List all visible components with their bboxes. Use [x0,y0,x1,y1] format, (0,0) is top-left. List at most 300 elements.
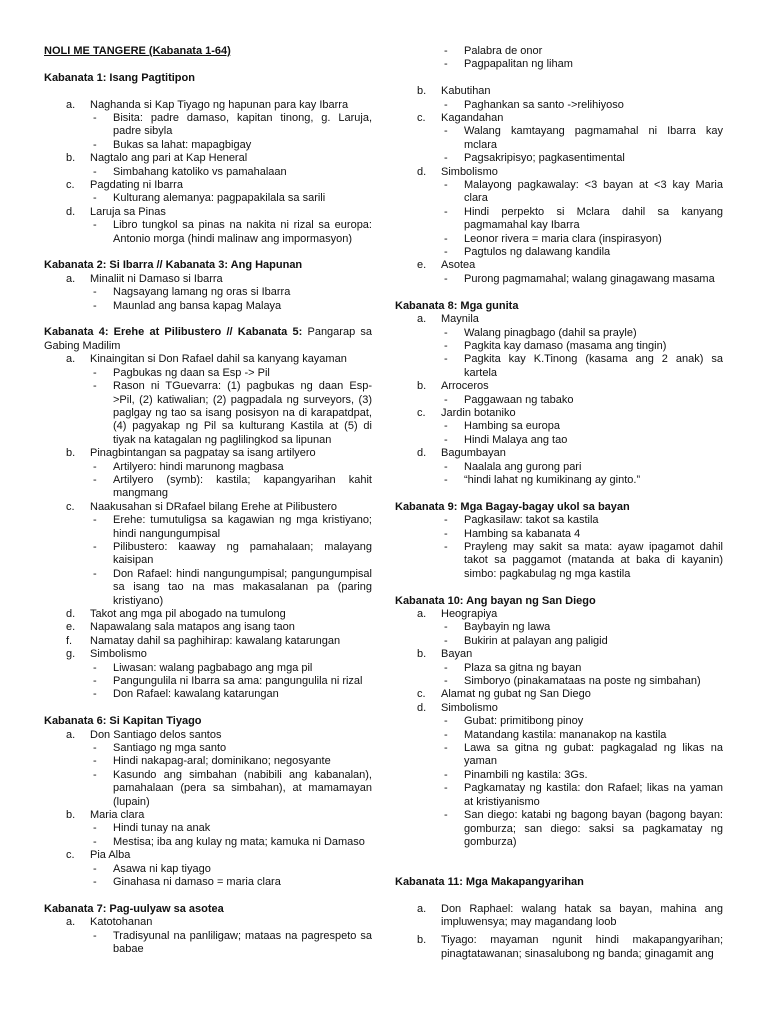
outline-item-row [395,903,723,930]
bullet-point [44,876,372,889]
outline-letter: a. [417,313,427,326]
bullet-dash: - [93,366,97,379]
bullet-text: Matandang kastila: mananakop na kastila [464,728,667,741]
outline-item-row [44,99,372,112]
outline-item-text: Minaliit ni Damaso si Ibarra [90,272,223,285]
bullet-dash: - [444,540,448,553]
bullet-dash: - [93,675,97,688]
bullet-text: Hindi perpekto si Mclara dahil sa kanyang pagmamahal kay Ibarra [464,205,723,232]
chapter-heading-title: Kabanata 11: Mga Makapangyarihan [395,876,584,889]
chapter-heading [395,595,723,608]
bullet-text: Nagsayang lamang ng oras si Ibarra [113,286,291,299]
outline-item [395,166,723,260]
outline-item [395,608,723,648]
bullet-point [44,836,372,849]
chapter-heading-title: Kabanata 7: Pag-uulyaw sa asotea [44,902,224,915]
bullet-point [44,380,372,447]
bullet-dash: - [444,420,448,433]
chapter-section [44,903,372,957]
bullet-text: Pinambili ng kastila: 3Gs. [464,768,588,781]
outline-item-text: Kinaingitan si Don Rafael dahil sa kanyang kayaman [90,353,347,366]
outline-item-text: Tiyago: mayaman ngunit hindi makapangyarihan; pinagtatawanan; sinasalubong ng banda; ginagamit ang [441,934,723,960]
bullet-point [395,353,723,380]
bullet-point [395,635,723,648]
bullet-text: Prayleng may sakit sa mata: ayaw ipagamot dahil takot sa paggamot (matanda at baka di kayanin) simbo: pagkabulag ng mga kastila [464,540,723,580]
bullet-point [395,45,723,58]
bullet-dash: - [93,768,97,781]
bullet-dash: - [444,715,448,728]
bullet-point [395,541,723,581]
bullet-text: Santiago ng mga santo [113,742,227,755]
bullet-dash: - [444,393,448,406]
bullet-text: Pagkasilaw: takot sa kastila [464,514,599,527]
outline-item-text: Bayan [441,648,473,661]
outline-item-text: Naakusahan si DRafael bilang Erehe at Pilibustero [90,500,338,513]
bullet-text: Baybayin ng lawa [464,621,551,634]
chapter-heading-subtitle: Pangarap sa Gabing Madilim [44,326,373,352]
outline-item-row [395,259,723,272]
chapter-section [44,326,372,701]
outline-item-row [395,608,723,621]
outline-item [395,934,723,961]
bullet-text: Plaza sa gitna ng bayan [464,661,582,674]
outline-item-row [44,447,372,460]
bullet-point [44,662,372,675]
outline-item-text: Don Santiago delos santos [90,728,222,741]
bullet-text: Rason ni TGuevarra: (1) pagbukas ng daan Esp->Pil, (2) katiwalian; (2) pagpadala ng surveyors, (3) paglgay ng tao sa isang posisyon na di karapatdpat, (4) pagyakap ng Pil sa kulturang Kastila at (5) di tiyak na katagalan ng paglilingkod sa lipunan [113,380,372,446]
chapter-heading [395,300,723,313]
outline-item [395,85,723,112]
outline-item-text: Katotohanan [90,916,153,929]
outline-letter: a. [66,916,76,929]
bullet-text: Paghankan sa santo ->relihiyoso [464,98,624,111]
outline-item-row [44,729,372,742]
bullet-text: Hambing sa kabanata 4 [464,527,581,540]
bullet-point [44,688,372,701]
outline-item-row [44,648,372,661]
bullet-point [395,179,723,206]
bullet-text: Don Rafael: kawalang katarungan [113,688,279,701]
chapter-section [395,595,723,850]
outline-item-row [44,621,372,634]
bullet-point [44,675,372,688]
outline-item-text: Bagumbayan [441,447,506,460]
bullet-text: Liwasan: walang pagbabago ang mga pil [113,661,313,674]
bullet-point [44,192,372,205]
bullet-text: Pilibustero: kaaway ng pamahalaan; malayang kaisipan [113,540,372,567]
outline-item-row [44,206,372,219]
bullet-point [44,742,372,755]
bullet-dash: - [444,179,448,192]
bullet-dash: - [93,192,97,205]
bullet-text: Pagpapalitan ng liham [464,58,573,71]
bullet-point [395,420,723,433]
bullet-dash: - [444,460,448,473]
bullet-point [44,461,372,474]
bullet-point [395,809,723,849]
outline-letter: c. [66,500,75,513]
right-column [395,45,723,961]
outline-item-row [44,608,372,621]
outline-item [395,112,723,166]
chapter-heading-title: Kabanata 4: Erehe at Pilibustero // Kabanata 5: [44,326,303,339]
chapter-section [395,45,723,286]
outline-letter: c. [417,688,426,701]
outline-item [395,514,723,581]
bullet-dash: - [93,540,97,553]
outline-item-text: Jardin botaniko [441,406,516,419]
outline-item-text: Pinagbintangan sa pagpatay sa isang artilyero [90,447,316,460]
bullet-dash: - [444,205,448,218]
outline-letter: d. [66,205,76,218]
outline-item-row [395,702,723,715]
outline-item [44,729,372,809]
bullet-point [44,166,372,179]
bullet-text: “hindi lahat ng kumikinang ay ginto.” [464,473,641,486]
bullet-point [395,125,723,152]
chapter-heading [44,715,372,728]
bullet-text: Gubat: primitibong pinoy [464,715,584,728]
chapter-section [395,300,723,488]
bullet-dash: - [93,876,97,889]
outline-item [44,152,372,179]
bullet-dash: - [93,299,97,312]
bullet-point [44,822,372,835]
outline-item-row [395,112,723,125]
outline-item-text: Naghanda si Kap Tiyago ng hapunan para kay Ibarra [90,98,349,111]
outline-item [44,206,372,246]
outline-item [44,273,372,313]
chapter-heading [44,326,372,353]
outline-item [44,179,372,206]
bullet-text: Naalala ang gurong pari [464,460,582,473]
outline-item [395,45,723,72]
outline-item [395,648,723,688]
outline-item [395,903,723,930]
outline-letter: d. [66,608,76,620]
bullet-dash: - [93,822,97,835]
bullet-text: Bukirin at palayan ang paligid [464,634,608,647]
chapter-heading-title: Kabanata 1: Isang Pagtitipon [44,71,195,84]
bullet-dash: - [93,862,97,875]
outline-letter: b. [66,152,76,165]
bullet-dash: - [93,165,97,178]
outline-letter: b. [66,447,76,460]
bullet-text: Simbahang katoliko vs pamahalaan [113,165,287,178]
bullet-text: Palabra de onor [464,45,543,57]
outline-letter: b. [417,85,427,98]
outline-item [44,635,372,648]
bullet-text: Pagkita kay damaso (masama ang tingin) [464,339,667,352]
bullet-dash: - [444,272,448,285]
outline-item-row [395,85,723,98]
bullet-point [44,541,372,568]
bullet-dash: - [444,782,448,795]
outline-item-row [44,152,372,165]
bullet-text: Hindi Malaya ang tao [464,433,568,446]
outline-item-text: Simbolismo [90,648,147,661]
outline-item-text: Napawalang sala matapos ang isang taon [90,621,295,634]
outline-item-text: Asotea [441,259,476,272]
outline-item-row [395,648,723,661]
bullet-point [44,139,372,152]
outline-letter: b. [417,648,427,661]
outline-item-row [44,179,372,192]
bullet-dash: - [444,527,448,540]
bullet-point [395,782,723,809]
outline-item [395,447,723,487]
outline-letter: a. [417,608,427,620]
outline-letter: c. [417,112,426,125]
bullet-text: Tradisyunal na panliligaw; mataas na pagrespeto sa babae [113,929,372,956]
chapter-heading [44,72,372,85]
bullet-dash: - [93,286,97,299]
bullet-point [395,340,723,353]
outline-item-row [395,313,723,326]
bullet-text: Leonor rivera = maria clara (inspirasyon) [464,232,662,245]
bullet-text: Simboryo (pinakamataas na poste ng simbahan) [464,675,701,688]
outline-item [44,501,372,608]
bullet-point [44,474,372,501]
bullet-point [44,286,372,299]
chapter-heading-title: Kabanata 8: Mga gunita [395,299,519,312]
bullet-dash: - [93,112,97,124]
bullet-text: Ginahasa ni damaso = maria clara [113,876,281,889]
outline-item [44,849,372,889]
outline-letter: a. [417,902,427,915]
outline-letter: c. [66,849,75,862]
outline-item-text: Kabutihan [441,85,491,98]
bullet-text: Walang kamtayang pagmamahal ni Ibarra kay mclara [464,125,723,151]
bullet-point [44,568,372,608]
bullet-text: Pagkita kay K.Tinong (kasama ang 2 anak) sa kartela [464,353,723,379]
bullet-dash: - [93,661,97,674]
bullet-point [395,461,723,474]
outline-item [44,621,372,634]
outline-letter: a. [66,728,76,741]
left-column [44,45,372,957]
outline-item-row [44,353,372,366]
outline-item-row [395,166,723,179]
outline-item-text: Laruja sa Pinas [90,205,166,218]
outline-item-text: Arroceros [441,380,489,393]
outline-letter: b. [417,380,427,393]
bullet-dash: - [444,742,448,755]
outline-letter: c. [417,406,426,419]
chapter-section [395,876,723,961]
bullet-dash: - [93,138,97,151]
outline-item-text: Don Raphael: walang hatak sa bayan, mahina ang impluwensya; may magandang loob [441,902,723,929]
bullet-point [44,219,372,246]
outline-letter: g. [66,648,76,661]
bullet-point [395,246,723,259]
outline-item-text: Maria clara [90,809,145,822]
outline-item-text: Simbolismo [441,701,498,714]
bullet-text: Pangungulila ni Ibarra sa ama: pangungulila ni rizal [113,675,363,688]
bullet-dash: - [444,634,448,647]
bullet-dash: - [444,58,448,71]
bullet-dash: - [93,688,97,701]
outline-item [44,99,372,153]
bullet-dash: - [444,98,448,111]
outline-item [44,916,372,956]
outline-letter: c. [66,179,75,192]
outline-letter: e. [417,259,427,272]
bullet-point [395,394,723,407]
bullet-dash: - [444,45,448,57]
bullet-point [395,662,723,675]
outline-item-row [395,934,723,961]
bullet-point [44,769,372,809]
outline-letter: f. [66,634,73,647]
outline-item-text: Alamat ng gubat ng San Diego [441,688,591,701]
bullet-dash: - [444,473,448,486]
outline-item-text: Kagandahan [441,112,504,125]
bullet-text: Paggawaan ng tabako [464,393,574,406]
outline-item-row [44,916,372,929]
outline-item-row [395,380,723,393]
bullet-text: San diego: katabi ng bagong bayan (bagong bayan: gomburza; san diego: saksi sa pagkamatay ng gomburza) [464,809,723,848]
outline-item [395,407,723,447]
bullet-text: Bukas sa lahat: mapagbigay [113,138,252,151]
outline-item-text: Pagdating ni Ibarra [90,179,183,192]
bullet-text: Kasundo ang simbahan (nabibili ang kabanalan), pamahalaan (pera sa simbahan), at mamamayan (lupain) [113,768,372,808]
bullet-text: Pagtulos ng dalawang kandila [464,246,611,259]
bullet-text: Pagkamatay ng kastila: don Rafael; likas na yaman at kristiyanismo [464,782,723,808]
chapter-heading [44,259,372,272]
bullet-dash: - [444,514,448,527]
bullet-dash: - [444,246,448,259]
bullet-text: Kulturang alemanya: pagpapakilala sa sarili [113,192,326,205]
outline-item [44,353,372,447]
bullet-text: Walang pinagbago (dahil sa prayle) [464,326,637,339]
outline-letter: a. [66,272,76,285]
bullet-point [44,367,372,380]
bullet-point [44,755,372,768]
bullet-text: Maunlad ang bansa kapag Malaya [113,299,282,312]
bullet-text: Purong pagmamahal; walang ginagawang masama [464,272,715,285]
bullet-point [44,930,372,957]
bullet-point [395,233,723,246]
bullet-point [44,300,372,313]
outline-item [44,447,372,501]
bullet-dash: - [444,152,448,165]
chapter-heading-title: Kabanata 9: Mga Bagay-bagay ukol sa bayan [395,500,630,513]
outline-item-text: Takot ang mga pil abogado na tumulong [90,608,286,620]
bullet-point [395,327,723,340]
outline-item-row [395,407,723,420]
bullet-point [395,99,723,112]
bullet-dash: - [444,232,448,245]
bullet-point [44,514,372,541]
chapter-section [44,72,372,246]
outline-letter: e. [66,621,76,634]
bullet-text: Artilyero (symb): kastila; kapangyarihan kahit mangmang [113,473,372,500]
bullet-dash: - [444,809,448,822]
bullet-dash: - [444,353,448,366]
bullet-dash: - [444,768,448,781]
bullet-dash: - [444,728,448,741]
bullet-dash: - [93,460,97,473]
bullet-text: Mestisa; iba ang kulay ng mata; kamuka ni Damaso [113,835,365,848]
chapter-heading [395,876,723,889]
bullet-dash: - [444,433,448,446]
bullet-dash: - [444,621,448,634]
chapter-heading-title: Kabanata 6: Si Kapitan Tiyago [44,715,202,728]
bullet-point [44,863,372,876]
bullet-dash: - [93,380,97,393]
bullet-point [395,742,723,769]
chapter-heading [44,903,372,916]
bullet-text: Hambing sa europa [464,420,561,433]
bullet-text: Hindi nakapag-aral; dominikano; negosyante [113,755,331,768]
bullet-dash: - [444,675,448,688]
outline-item [44,809,372,849]
outline-item-row [44,273,372,286]
bullet-point [395,434,723,447]
bullet-text: Pagsakripisyo; pagkasentimental [464,152,625,165]
outline-item-row [44,501,372,514]
bullet-text: Pagbukas ng daan sa Esp -> Pil [113,366,270,379]
outline-letter: d. [417,447,427,460]
bullet-point [395,206,723,233]
bullet-point [395,273,723,286]
bullet-dash: - [444,125,448,138]
bullet-point [395,715,723,728]
outline-item-text: Pia Alba [90,849,131,862]
bullet-text: Malayong pagkawalay: <3 bayan at <3 kay Maria clara [464,179,723,205]
bullet-point [395,729,723,742]
bullet-text: Hindi tunay na anak [113,822,211,835]
chapter-heading-title: Kabanata 2: Si Ibarra // Kabanata 3: Ang Hapunan [44,259,303,272]
chapter-section [395,501,723,581]
outline-item-row [44,809,372,822]
outline-item [395,688,723,701]
bullet-text: Libro tungkol sa pinas na nakita ni rizal sa europa: Antonio morga (hindi malinaw ang impormasyon) [113,219,372,245]
bullet-point [395,514,723,527]
outline-item [395,259,723,286]
bullet-dash: - [93,755,97,768]
outline-item-row [44,849,372,862]
bullet-point [395,621,723,634]
bullet-dash: - [444,661,448,674]
bullet-text: Artilyero: hindi marunong magbasa [113,460,284,473]
outline-item-text: Heograpiya [441,608,498,620]
bullet-point [395,769,723,782]
outline-item-text: Namatay dahil sa paghihirap: kawalang katarungan [90,634,341,647]
outline-letter: a. [66,98,76,111]
bullet-dash: - [444,339,448,352]
outline-item-row [44,635,372,648]
bullet-point [395,474,723,487]
chapter-section [44,715,372,889]
outline-item [44,648,372,702]
bullet-dash: - [93,567,97,580]
bullet-dash: - [93,929,97,942]
outline-letter: b. [417,934,427,947]
document-title: NOLI ME TANGERE (Kabanata 1-64) [44,45,231,57]
bullet-text: Lawa sa gitna ng gubat: pagkagalad ng likas na yaman [464,742,723,768]
bullet-point [395,152,723,165]
outline-item-text: Simbolismo [441,165,498,178]
outline-letter: d. [417,165,427,178]
bullet-text: Don Rafael: hindi nangungumpisal; pangungumpisal sa isang tao na mas makasalanan pa (paring kristiyano) [113,567,372,607]
bullet-point [395,58,723,71]
outline-letter: b. [66,809,76,822]
outline-item-text: Nagtalo ang pari at Kap Heneral [90,152,248,165]
outline-item [44,608,372,621]
bullet-text: Bisita: padre damaso, kapitan tinong, g. Laruja, padre sibyla [113,112,372,138]
